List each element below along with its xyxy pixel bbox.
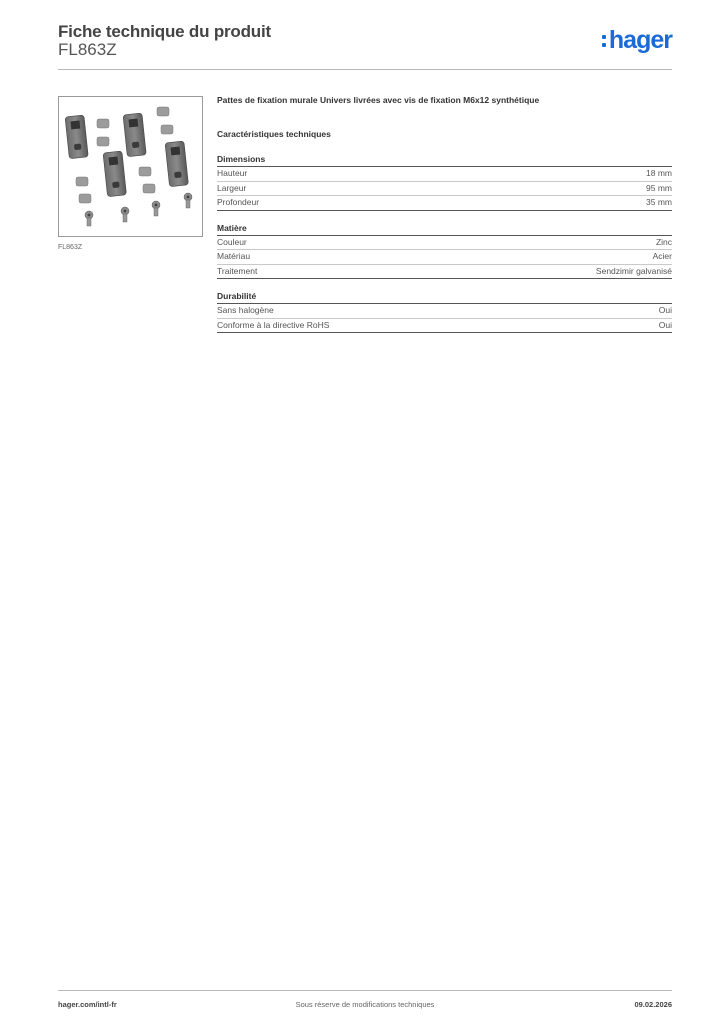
product-details: [217, 95, 672, 344]
spec-label: Matériau: [217, 251, 251, 261]
spec-row: [217, 250, 672, 265]
spec-label: Couleur: [217, 236, 247, 247]
spec-label: Profondeur: [217, 197, 260, 207]
spec-value: 35 mm: [646, 197, 672, 207]
product-image: [58, 96, 203, 237]
logo-dots-icon: [602, 30, 607, 50]
spec-group-title: Dimensions: [217, 153, 672, 167]
spec-value: Oui: [658, 305, 672, 315]
spec-group-material: [217, 222, 672, 280]
product-description: Pattes de fixation murale Univers livrées avec vis de fixation M6x12 synthétique: [217, 95, 540, 105]
hager-logo: [602, 26, 672, 55]
spec-row: [217, 182, 672, 197]
spec-value: Oui: [658, 319, 672, 330]
spec-label: Sans halogène: [217, 305, 274, 315]
mounting-brackets-image: [59, 97, 202, 236]
website-link[interactable]: hager.com/intl-fr: [58, 1000, 117, 1009]
disclaimer-text: Sous réserve de modifications techniques: [295, 1000, 435, 1009]
spec-value: Sendzimir galvanisé: [595, 265, 672, 276]
logo-text: hager: [608, 26, 672, 54]
page-footer: [58, 990, 672, 1012]
spec-value: 18 mm: [646, 168, 672, 178]
spec-row: [217, 236, 672, 251]
spec-row: [217, 319, 672, 334]
page-header: [58, 20, 672, 70]
image-caption: FL863Z: [58, 244, 83, 251]
page-title: Fiche technique du produit: [58, 22, 271, 41]
spec-label: Hauteur: [217, 168, 248, 178]
spec-group-durability: [217, 290, 672, 333]
spec-group-title: Matière: [217, 222, 672, 236]
spec-row: [217, 265, 672, 280]
product-reference: FL863Z: [58, 40, 117, 59]
spec-group-title: Durabilité: [217, 290, 672, 304]
spec-label: Conforme à la directive RoHS: [217, 319, 330, 330]
spec-row: [217, 167, 672, 182]
document-date: 09.02.2026: [634, 1000, 672, 1009]
technical-characteristics-heading: Caractéristiques techniques: [217, 129, 331, 139]
spec-value: 95 mm: [646, 182, 672, 193]
spec-label: Traitement: [217, 265, 258, 276]
spec-value: Zinc: [655, 236, 672, 247]
spec-group-dimensions: [217, 153, 672, 211]
spec-label: Largeur: [217, 182, 247, 193]
spec-row: [217, 304, 672, 319]
spec-row: [217, 196, 672, 211]
spec-value: Acier: [652, 251, 672, 261]
